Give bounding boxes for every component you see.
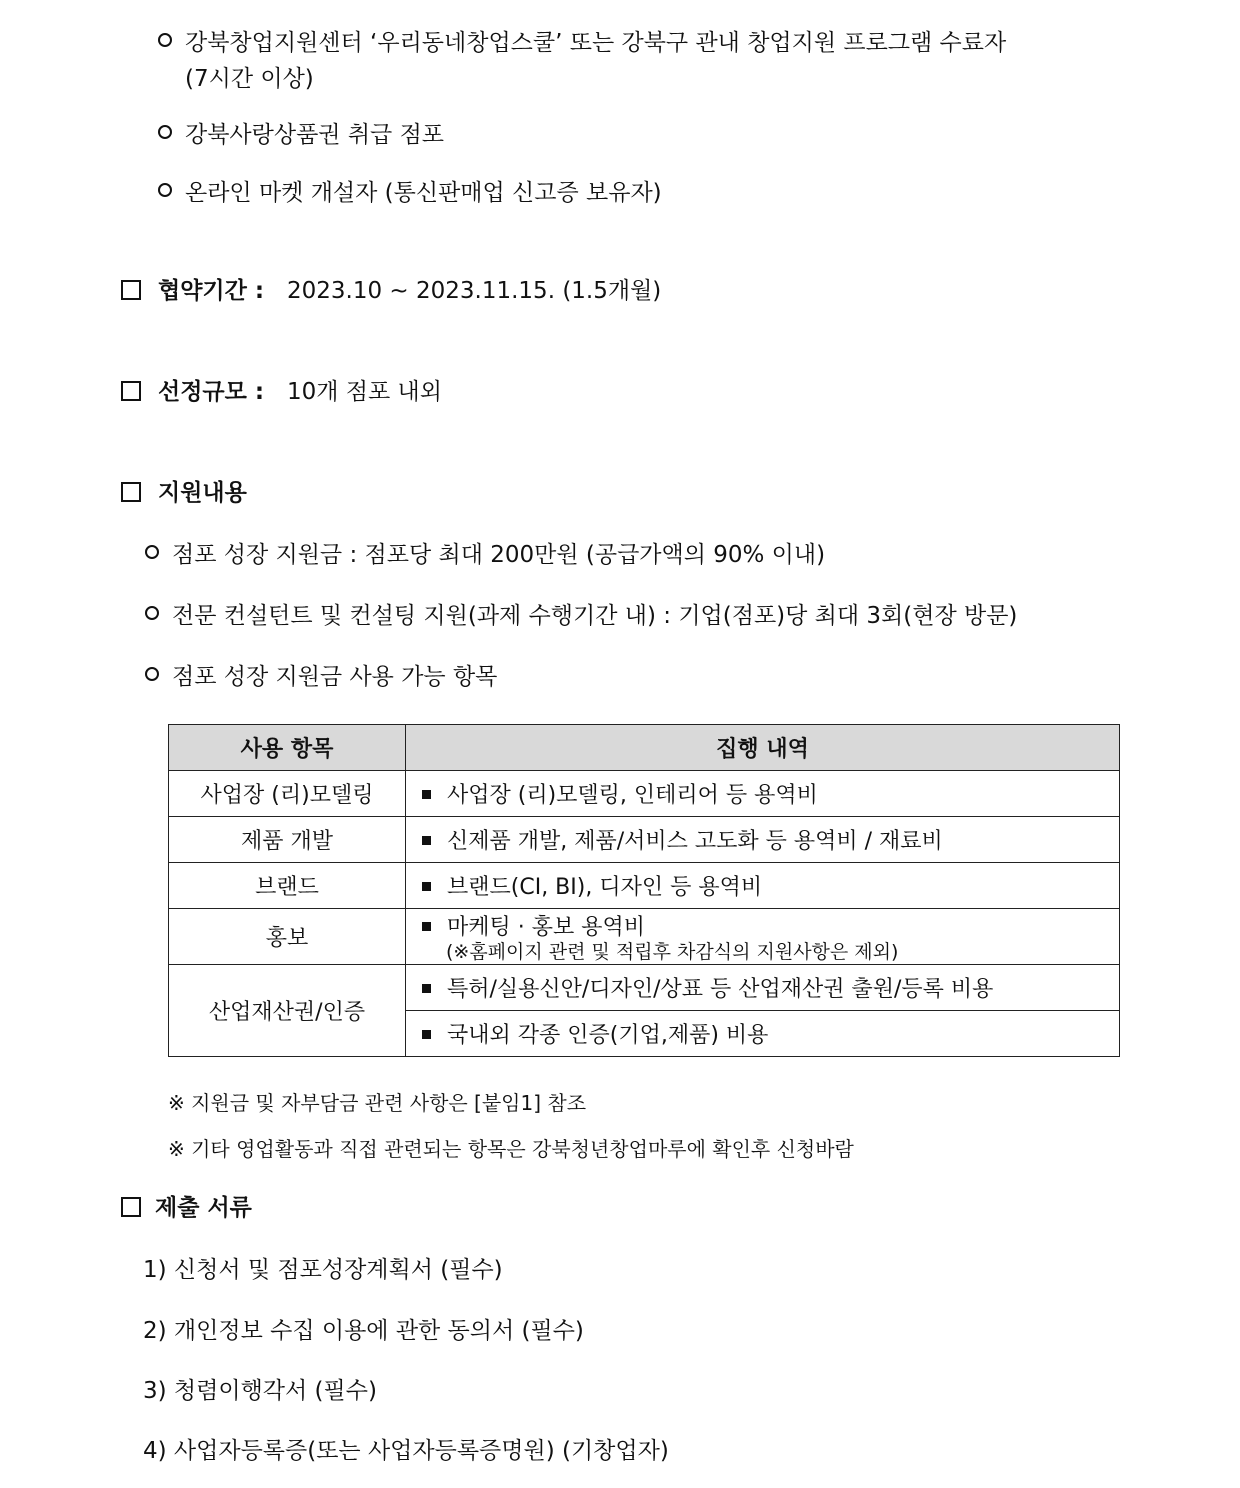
square-bullet-icon [422,836,431,845]
checkbox-square-icon [121,381,141,401]
detail-text: 브랜드(CI, BI), 디자인 등 용역비 [447,875,763,900]
table-cell-detail [406,771,1120,817]
documents-title: 제출 서류 [155,1195,252,1221]
bullet-circle-icon [158,183,172,197]
square-bullet-icon [422,984,431,993]
square-bullet-icon [422,882,431,891]
document-item-2: 2) 개인정보 수집 이용에 관한 동의서 (필수) [143,1318,584,1344]
bullet-circle-icon [145,545,159,559]
table-cell-category: 제품 개발 [169,817,406,863]
table-cell-detail [406,965,1120,1011]
table-cell-detail [406,909,1120,965]
note-1: ※ 지원금 및 자부담금 관련 사항은 [붙임1] 참조 [168,1091,587,1115]
agreement-label: 협약기간 : [158,278,265,304]
detail-subnote: (※홈페이지 관련 및 적립후 차감식의 지원사항은 제외) [446,941,899,963]
document-item-1: 1) 신청서 및 점포성장계획서 (필수) [143,1257,503,1283]
eligibility-item-3: 온라인 마켓 개설자 (통신판매업 신고증 보유자) [185,180,662,206]
usage-items-table [168,724,1120,1057]
table-cell-detail [406,863,1120,909]
selection-value: 10개 점포 내외 [287,379,442,405]
table-cell-category: 사업장 (리)모델링 [169,771,406,817]
checkbox-square-icon [121,1197,141,1217]
square-bullet-icon [422,790,431,799]
document-item-4: 4) 사업자등록증(또는 사업자등록증명원) (기창업자) [143,1438,669,1464]
table-cell-category: 홍보 [169,909,406,965]
support-item-2: 전문 컨설턴트 및 컨설팅 지원(과제 수행기간 내) : 기업(점포)당 최대 3회(현장 방문) [172,603,1018,629]
table-header-row [169,725,1120,771]
support-item-3: 점포 성장 지원금 사용 가능 항목 [172,664,498,690]
support-title: 지원내용 [158,480,247,506]
square-bullet-icon [422,1030,431,1039]
checkbox-square-icon [121,482,141,502]
table-row [169,909,1120,965]
table-row [169,771,1120,817]
detail-text: 특허/실용신안/디자인/상표 등 산업재산권 출원/등록 비용 [447,977,994,1002]
eligibility-item-1: 강북창업지원센터 ‘우리동네창업스쿨’ 또는 강북구 관내 창업지원 프로그램 수료자 [185,30,1007,56]
table-row [169,817,1120,863]
detail-text: 사업장 (리)모델링, 인테리어 등 용역비 [447,783,818,808]
bullet-circle-icon [158,33,172,47]
eligibility-item-1-cont: (7시간 이상) [185,66,314,92]
table-header-category: 사용 항목 [169,725,406,771]
table-cell-category: 브랜드 [169,863,406,909]
table-row [169,863,1120,909]
checkbox-square-icon [121,280,141,300]
support-item-1: 점포 성장 지원금 : 점포당 최대 200만원 (공급가액의 90% 이내) [172,542,826,568]
eligibility-item-2: 강북사랑상품권 취급 점포 [185,122,445,148]
table-cell-detail [406,817,1120,863]
square-bullet-icon [422,922,431,931]
note-2: ※ 기타 영업활동과 직접 관련되는 항목은 강북청년창업마루에 확인후 신청바람 [168,1137,854,1161]
bullet-circle-icon [158,125,172,139]
detail-text: 마케팅 · 홍보 용역비 [447,915,645,940]
table-cell-category: 산업재산권/인증 [169,965,406,1057]
bullet-circle-icon [145,606,159,620]
bullet-circle-icon [145,667,159,681]
document-item-3: 3) 청렴이행각서 (필수) [143,1378,377,1404]
detail-text: 신제품 개발, 제품/서비스 고도화 등 용역비 / 재료비 [447,829,943,854]
selection-label: 선정규모 : [158,379,265,405]
table-row [169,965,1120,1011]
table-header-detail: 집행 내역 [406,725,1120,771]
agreement-value: 2023.10 ~ 2023.11.15. (1.5개월) [287,278,662,304]
table-cell-detail [406,1011,1120,1057]
detail-text: 국내외 각종 인증(기업,제품) 비용 [447,1023,769,1048]
